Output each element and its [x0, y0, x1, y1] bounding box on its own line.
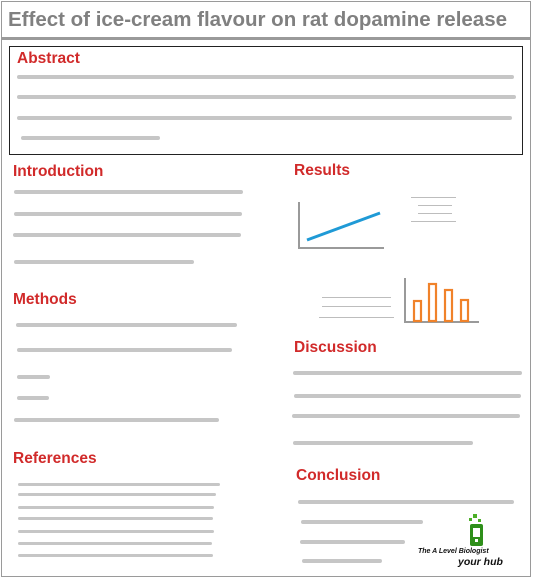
- reference-line: [18, 517, 213, 520]
- bar-graph-thumbnail: [403, 276, 481, 326]
- abstract-text-line: [21, 136, 160, 140]
- reference-line: [18, 483, 220, 486]
- results-text-line: [418, 205, 452, 206]
- results-text-line: [322, 306, 391, 307]
- discussion-text-line: [292, 414, 520, 418]
- bar-graph-bar: [461, 300, 468, 321]
- abstract-text-line: [17, 95, 516, 99]
- line-graph-axes: [299, 202, 384, 248]
- methods-text-line: [14, 418, 219, 422]
- results-text-line: [418, 213, 452, 214]
- reference-line: [18, 554, 213, 557]
- discussion-text-line: [294, 394, 521, 398]
- conclusion-heading: Conclusion: [296, 467, 381, 484]
- conclusion-text-line: [301, 520, 423, 524]
- poster-title: Effect of ice-cream flavour on rat dopamine release: [8, 8, 507, 31]
- abstract-heading: Abstract: [17, 50, 80, 67]
- bar-graph-bar: [429, 284, 436, 321]
- results-text-line: [319, 317, 394, 318]
- reference-line: [18, 542, 212, 545]
- discussion-text-line: [293, 371, 522, 375]
- methods-text-line: [17, 375, 50, 379]
- methods-text-line: [17, 348, 232, 352]
- conclusion-text-line: [302, 559, 382, 563]
- cell-phone-icon: [465, 514, 489, 550]
- reference-line: [18, 493, 216, 496]
- reference-line: [18, 530, 214, 533]
- methods-heading: Methods: [13, 291, 77, 308]
- bar-graph-bar: [445, 290, 452, 321]
- results-heading: Results: [294, 162, 350, 179]
- discussion-heading: Discussion: [294, 339, 377, 356]
- results-text-line: [411, 197, 456, 198]
- introduction-heading: Introduction: [13, 163, 104, 180]
- reference-line: [18, 506, 214, 509]
- methods-text-line: [16, 323, 237, 327]
- title-divider: [1, 37, 531, 40]
- results-text-line: [322, 297, 391, 298]
- introduction-text-line: [13, 233, 241, 237]
- introduction-text-line: [14, 260, 194, 264]
- bar-graph-bar: [414, 301, 421, 321]
- results-text-line: [411, 221, 456, 222]
- methods-text-line: [17, 396, 49, 400]
- conclusion-text-line: [298, 500, 514, 504]
- references-heading: References: [13, 450, 97, 467]
- introduction-text-line: [14, 190, 243, 194]
- introduction-text-line: [14, 212, 242, 216]
- discussion-text-line: [293, 441, 473, 445]
- line-graph-thumbnail: [296, 200, 386, 252]
- abstract-text-line: [17, 75, 514, 79]
- line-graph-series: [307, 213, 380, 240]
- conclusion-text-line: [300, 540, 405, 544]
- logo-hub-text: your hub: [458, 556, 503, 568]
- logo-small-text: The A Level Biologist: [418, 548, 489, 555]
- abstract-text-line: [17, 116, 512, 120]
- biologist-logo: [418, 514, 514, 570]
